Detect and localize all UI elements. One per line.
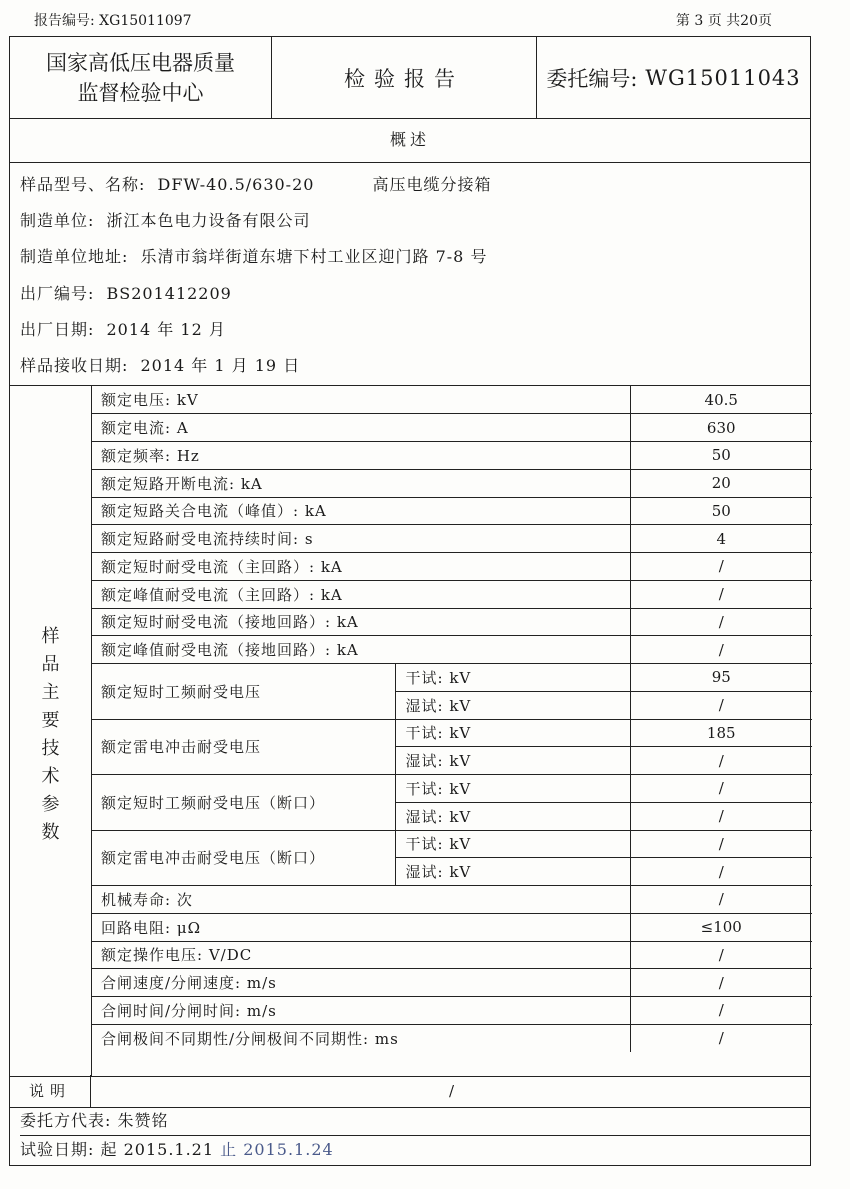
info-label: 出厂编号: — [20, 284, 95, 303]
section-label-char: 样 — [41, 626, 60, 647]
param-label: 额定电压: kV — [91, 386, 630, 414]
test-date-start: 2015.1.21 — [123, 1140, 215, 1159]
sample-model-line — [20, 172, 492, 195]
param-label: 额定短时耐受电流（主回路）: kA — [91, 553, 630, 581]
remarks-label: 说明 — [10, 1075, 91, 1107]
info-value: BS201412209 — [106, 284, 232, 303]
info-extra: 高压电缆分接箱 — [372, 175, 492, 194]
wet-test-label: 湿试: kV — [395, 802, 630, 830]
dry-test-label: 干试: kV — [395, 775, 630, 803]
table-row — [91, 913, 812, 941]
table-row — [91, 525, 812, 553]
manufacturer-address-line — [20, 244, 487, 267]
info-value: 2014 年 12 月 — [106, 320, 226, 339]
dry-test-value: / — [630, 830, 812, 858]
remarks-row — [10, 1075, 810, 1108]
info-label: 制造单位地址: — [20, 247, 129, 266]
param-value: / — [630, 941, 812, 969]
param-label: 额定峰值耐受电流（接地回路）: kA — [91, 636, 630, 664]
param-value: 50 — [630, 442, 812, 470]
info-value: 乐清市翁垟街道东塘下村工业区迎门路 7-8 号 — [140, 247, 488, 266]
overview-heading: 概述 — [10, 118, 810, 163]
client-rep-name: 朱赞铭 — [117, 1111, 169, 1130]
param-value: 20 — [630, 469, 812, 497]
section-label-char: 品 — [41, 654, 60, 675]
param-label: 额定短时耐受电流（接地回路）: kA — [91, 608, 630, 636]
wet-test-value: / — [630, 858, 812, 886]
param-label: 额定短路关合电流（峰值）: kA — [91, 497, 630, 525]
report-number — [34, 10, 192, 30]
withstand-label: 额定雷电冲击耐受电压（断口） — [91, 830, 395, 886]
technical-parameters — [10, 385, 810, 1077]
info-label: 样品接收日期: — [20, 356, 129, 375]
dry-test-label: 干试: kV — [395, 719, 630, 747]
wet-test-value: / — [630, 747, 812, 775]
param-value: / — [630, 608, 812, 636]
report-header — [10, 37, 810, 119]
table-row — [91, 442, 812, 470]
info-value: DFW-40.5/630-20 — [157, 175, 315, 194]
client-representative — [20, 1107, 810, 1136]
param-label: 额定操作电压: V/DC — [91, 941, 630, 969]
table-row — [91, 664, 812, 692]
report-number-label: 报告编号: — [34, 13, 95, 29]
receipt-date-line — [20, 353, 300, 376]
wet-test-value: / — [630, 691, 812, 719]
wet-test-label: 湿试: kV — [395, 691, 630, 719]
param-label: 额定电流: A — [91, 414, 630, 442]
param-value: / — [630, 886, 812, 914]
table-row — [91, 469, 812, 497]
manufacturer-line — [20, 208, 311, 231]
test-date — [20, 1135, 334, 1165]
commission-value: WG15011043 — [645, 65, 801, 90]
info-label: 样品型号、名称: — [20, 175, 146, 194]
param-value: / — [630, 997, 812, 1025]
table-row — [91, 497, 812, 525]
info-label: 出厂日期: — [20, 320, 95, 339]
param-label: 额定短路耐受电流持续时间: s — [91, 525, 630, 553]
manufacture-date-line — [20, 317, 226, 340]
param-value: / — [630, 553, 812, 581]
withstand-label: 额定短时工频耐受电压（断口） — [91, 775, 395, 831]
test-date-label: 试验日期: — [20, 1140, 95, 1159]
table-row — [91, 414, 812, 442]
section-label-char: 数 — [41, 822, 60, 843]
organization-line-2: 监督检验中心 — [77, 80, 204, 105]
dry-test-value: 185 — [630, 719, 812, 747]
test-date-end: 2015.1.24 — [243, 1140, 334, 1159]
report-frame — [9, 36, 811, 1166]
table-row — [91, 719, 812, 747]
info-value: 2014 年 1 月 19 日 — [140, 356, 301, 375]
test-date-start-word: 起 — [100, 1140, 118, 1159]
table-row — [91, 608, 812, 636]
section-label-char: 术 — [41, 766, 60, 787]
param-value: / — [630, 580, 812, 608]
param-label: 合闸时间/分闸时间: m/s — [91, 997, 630, 1025]
table-row — [91, 636, 812, 664]
table-row — [91, 553, 812, 581]
table-row — [91, 997, 812, 1025]
info-label: 制造单位: — [20, 211, 95, 230]
withstand-label: 额定雷电冲击耐受电压 — [91, 719, 395, 775]
table-row — [91, 886, 812, 914]
section-label-char: 技 — [41, 738, 60, 759]
client-rep-label: 委托方代表: — [20, 1111, 112, 1130]
param-label: 额定短路开断电流: kA — [91, 469, 630, 497]
commission-number — [537, 37, 810, 118]
table-row — [91, 386, 812, 414]
report-number-value: XG15011097 — [99, 13, 192, 29]
report-title: 检验报告 — [272, 37, 537, 118]
param-value: ≤100 — [630, 913, 812, 941]
wet-test-label: 湿试: kV — [395, 858, 630, 886]
remarks-value: / — [448, 1082, 455, 1100]
param-value: 40.5 — [630, 386, 812, 414]
param-value: / — [630, 1024, 812, 1052]
withstand-label: 额定短时工频耐受电压 — [91, 664, 395, 720]
section-label-char: 主 — [41, 682, 60, 703]
param-label: 额定峰值耐受电流（主回路）: kA — [91, 580, 630, 608]
param-value: / — [630, 969, 812, 997]
dry-test-label: 干试: kV — [395, 664, 630, 692]
param-label: 合闸极间不同期性/分闸极间不同期性: ms — [91, 1024, 630, 1052]
dry-test-value: 95 — [630, 664, 812, 692]
parameters-section-label — [10, 386, 92, 1076]
param-label: 额定频率: Hz — [91, 442, 630, 470]
table-row — [91, 830, 812, 858]
param-value: 50 — [630, 497, 812, 525]
param-label: 合闸速度/分闸速度: m/s — [91, 969, 630, 997]
table-row — [91, 941, 812, 969]
param-value: / — [630, 636, 812, 664]
table-row — [91, 580, 812, 608]
dry-test-label: 干试: kV — [395, 830, 630, 858]
wet-test-label: 湿试: kV — [395, 747, 630, 775]
param-label: 回路电阻: μΩ — [91, 913, 630, 941]
test-date-end-word: 止 — [220, 1140, 238, 1159]
table-row — [91, 1024, 812, 1052]
wet-test-value: / — [630, 802, 812, 830]
info-value: 浙江本色电力设备有限公司 — [106, 211, 311, 230]
param-value: 630 — [630, 414, 812, 442]
parameters-table — [91, 386, 812, 1052]
serial-number-line — [20, 281, 232, 304]
section-label-char: 参 — [41, 794, 60, 815]
param-value: 4 — [630, 525, 812, 553]
commission-label: 委托编号: — [546, 66, 638, 91]
table-row — [91, 775, 812, 803]
page-info: 第 3 页 共20页 — [675, 13, 772, 29]
organization-line-1: 国家高低压电器质量 — [46, 50, 235, 75]
table-row — [91, 969, 812, 997]
dry-test-value: / — [630, 775, 812, 803]
param-label: 机械寿命: 次 — [91, 886, 630, 914]
section-label-char: 要 — [41, 710, 60, 731]
organization-name — [10, 37, 272, 118]
